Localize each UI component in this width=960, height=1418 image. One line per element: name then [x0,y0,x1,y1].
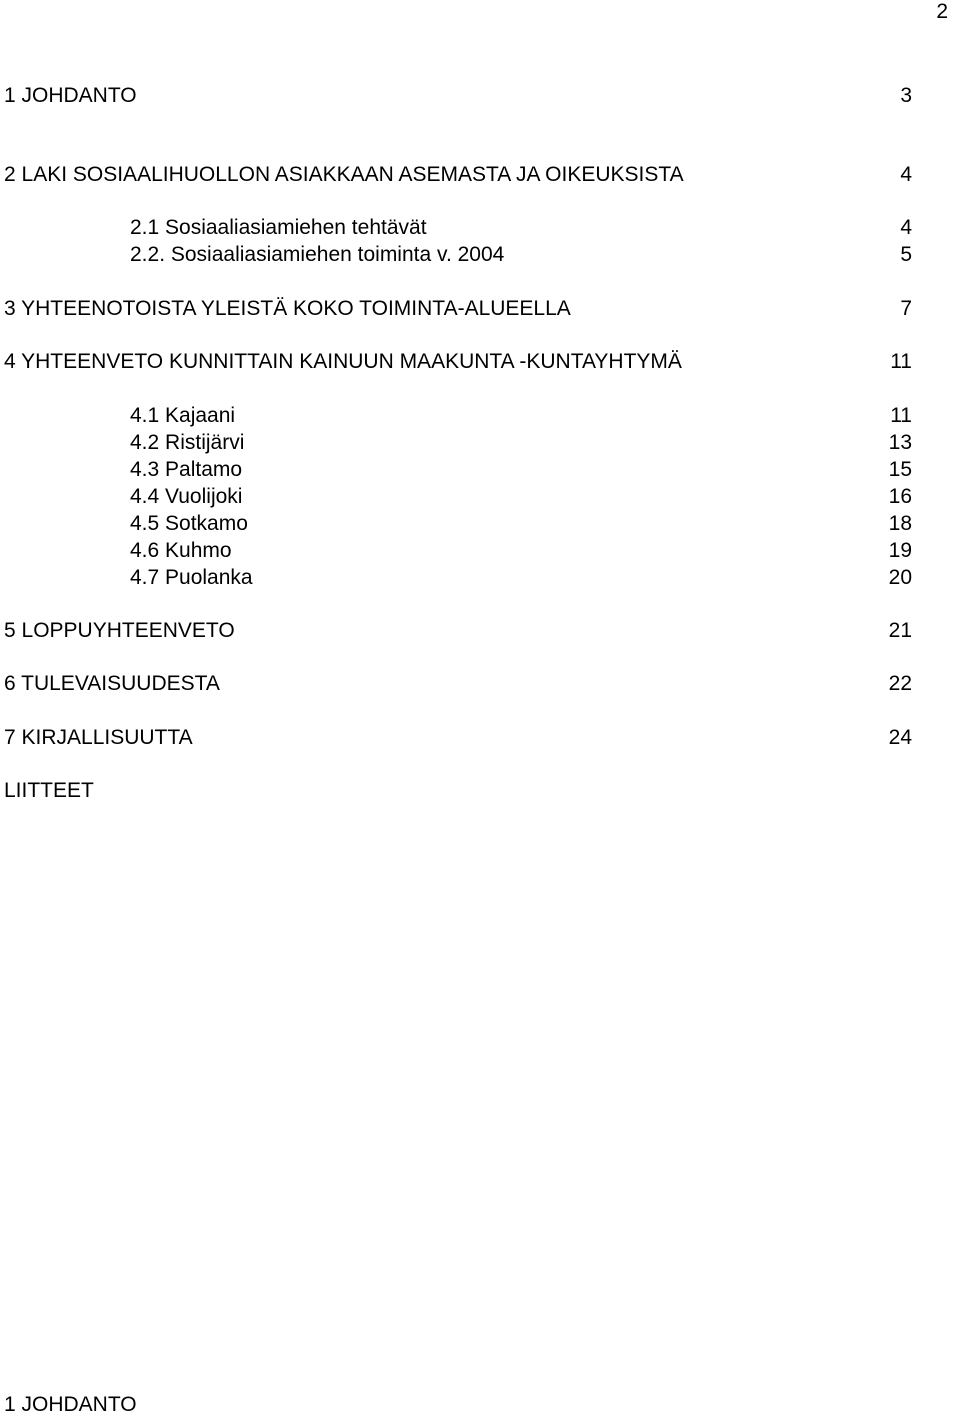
toc-entry-title: 4.4 Vuolijoki [130,485,243,508]
toc-entry-page: 22 [888,672,912,695]
toc-subentry[interactable] [0,484,960,510]
toc-entry-page: 24 [888,726,912,749]
toc-entry[interactable] [0,725,960,751]
toc-entry[interactable] [0,618,960,644]
toc-entry[interactable] [0,349,960,375]
toc-entry[interactable] [0,778,960,804]
toc-entry-page: 5 [900,243,912,266]
toc-entry-title: 7 KIRJALLISUUTTA [4,726,193,749]
toc-subentry[interactable] [0,511,960,537]
toc-subentry[interactable] [0,403,960,429]
section-heading: 1 JOHDANTO [4,1393,137,1416]
toc-entry-page: 16 [888,485,912,508]
toc-entry-title: 1 JOHDANTO [4,84,137,107]
toc-entry[interactable] [0,671,960,697]
toc-entry-title: 4.3 Paltamo [130,458,243,481]
toc-subentry[interactable] [0,215,960,241]
toc-entry-page: 7 [900,297,912,320]
toc-subentry[interactable] [0,430,960,456]
toc-subentry[interactable] [0,538,960,564]
toc-entry[interactable] [0,83,960,109]
toc-entry-title: 4.2 Ristijärvi [130,431,245,454]
toc-entry-title: 4.1 Kajaani [130,404,236,427]
toc-entry-title: 4.6 Kuhmo [130,539,232,562]
toc-entry-page: 11 [890,404,912,427]
toc-entry-page: 4 [900,216,912,239]
toc-entry-title: 4.5 Sotkamo [130,512,248,535]
toc-entry-page: 11 [890,350,912,373]
toc-entry-page: 13 [888,431,912,454]
toc-entry-page: 3 [900,84,912,107]
toc-entry-title: 2.1 Sosiaaliasiamiehen tehtävät [130,216,427,239]
toc-entry[interactable] [0,296,960,322]
toc-entry-title: 6 TULEVAISUUDESTA [4,672,220,695]
toc-entry-page: 4 [900,163,912,186]
toc-entry-title: 4.7 Puolanka [130,566,253,589]
toc-subentry[interactable] [0,242,960,268]
toc-entry-title: LIITTEET [4,779,94,802]
toc-entry[interactable] [0,162,960,188]
page-number: 2 [936,0,948,23]
toc-entry-page: 18 [888,512,912,535]
toc-entry-page: 20 [888,566,912,589]
toc-subentry[interactable] [0,565,960,591]
toc-entry-title: 5 LOPPUYHTEENVETO [4,619,235,642]
toc-entry-page: 21 [888,619,912,642]
toc-entry-page: 19 [888,539,912,562]
toc-entry-title: 2.2. Sosiaaliasiamiehen toiminta v. 2004 [130,243,505,266]
toc-subentry[interactable] [0,457,960,483]
toc-entry-page: 15 [888,458,912,481]
toc-entry-title: 3 YHTEENOTOISTA YLEISTÄ KOKO TOIMINTA-ALUEELLA [4,297,571,320]
toc-entry-title: 2 LAKI SOSIAALIHUOLLON ASIAKKAAN ASEMASTA JA OIKEUKSISTA [4,163,684,186]
toc-entry-title: 4 YHTEENVETO KUNNITTAIN KAINUUN MAAKUNTA -KUNTAYHTYMÄ [4,350,682,373]
